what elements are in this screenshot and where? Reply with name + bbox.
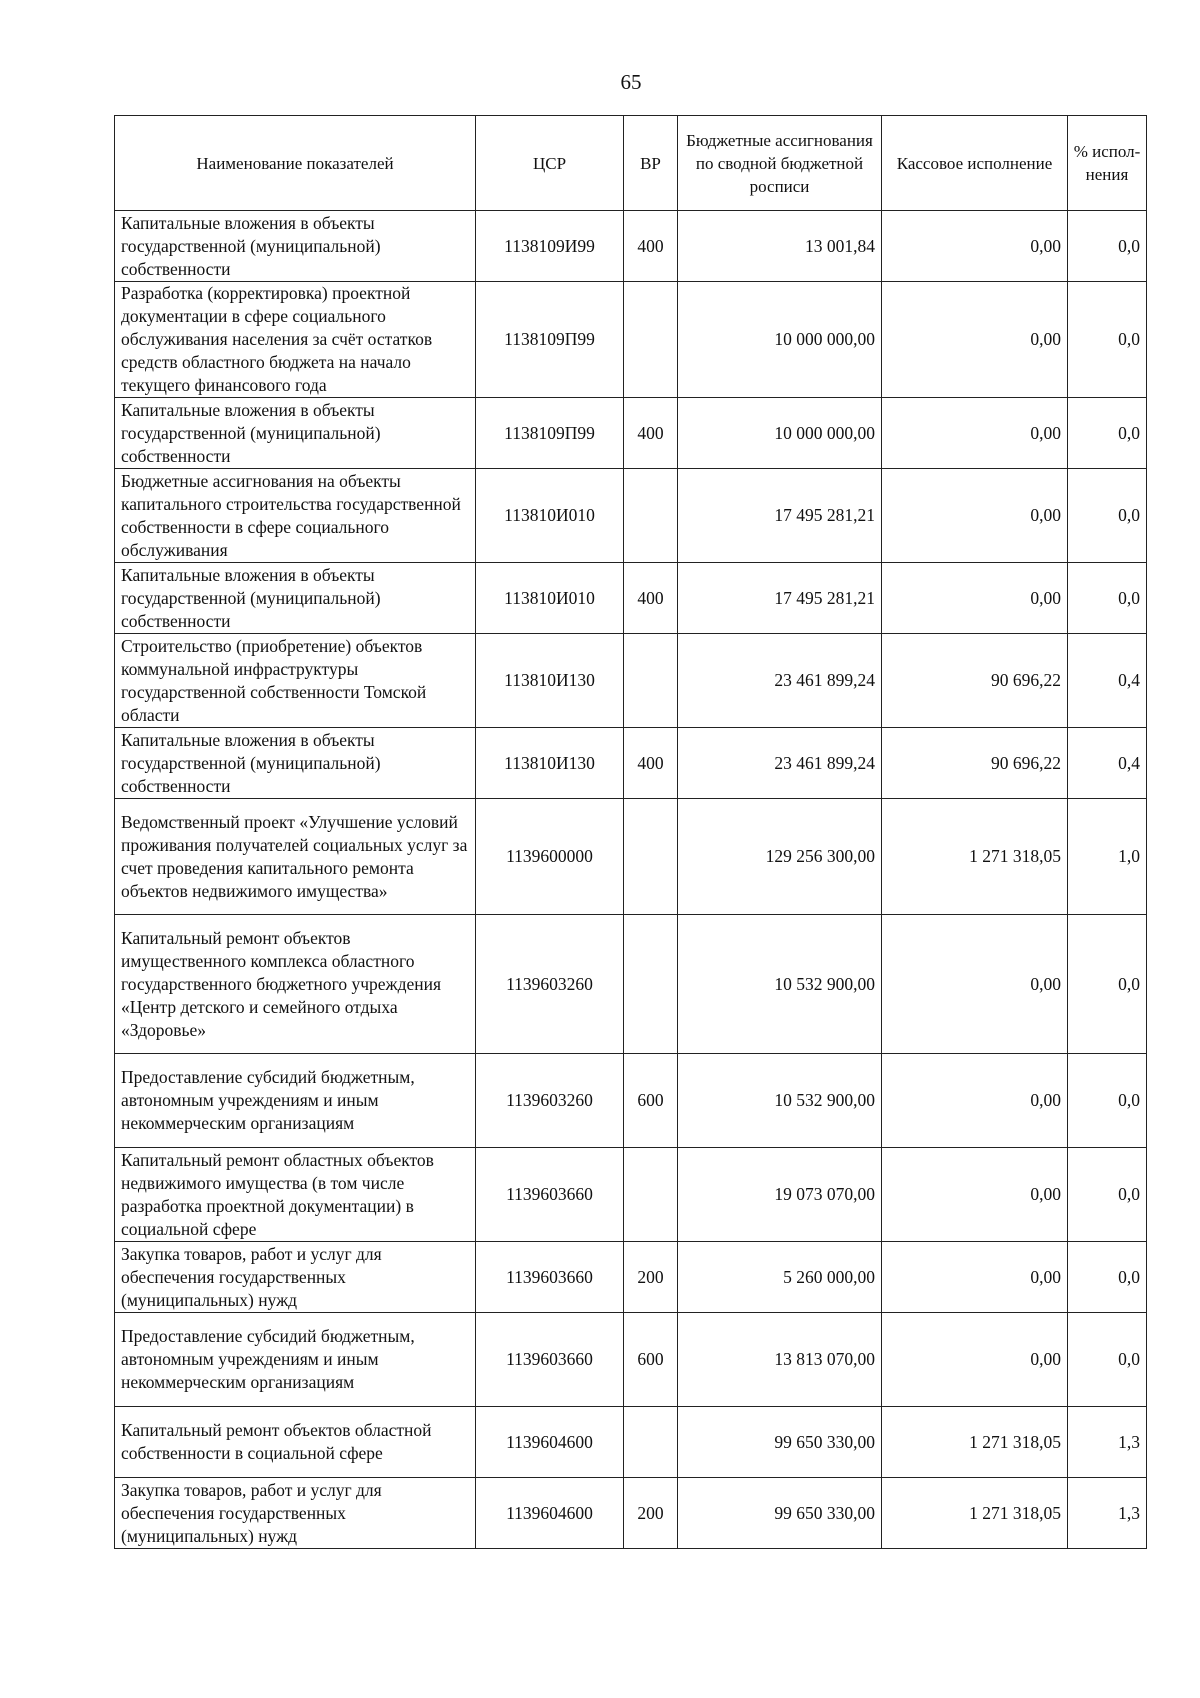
cell-cash: 0,00 — [882, 1242, 1068, 1313]
cell-csr: 1139604600 — [476, 1407, 624, 1478]
cell-cash: 0,00 — [882, 469, 1068, 563]
cell-name: Капитальные вложения в объекты государственной (муниципальной) собственности — [115, 563, 476, 634]
cell-cash: 1 271 318,05 — [882, 1407, 1068, 1478]
cell-percent: 0,0 — [1068, 563, 1147, 634]
cell-vr: 400 — [624, 563, 678, 634]
cell-budget: 17 495 281,21 — [678, 563, 882, 634]
table-header-row — [115, 116, 1147, 211]
cell-csr: 113810И010 — [476, 563, 624, 634]
header-vr: ВР — [624, 116, 678, 211]
cell-percent: 1,3 — [1068, 1407, 1147, 1478]
cell-vr: 400 — [624, 211, 678, 282]
cell-csr: 1139604600 — [476, 1478, 624, 1549]
table-row — [115, 1313, 1147, 1407]
header-budget: Бюджетные ассигнования по сводной бюджетной росписи — [678, 116, 882, 211]
cell-budget: 10 532 900,00 — [678, 915, 882, 1054]
cell-percent: 1,3 — [1068, 1478, 1147, 1549]
cell-csr: 1138109П99 — [476, 282, 624, 398]
cell-csr: 1139603260 — [476, 915, 624, 1054]
cell-vr: 200 — [624, 1242, 678, 1313]
header-name: Наименование показателей — [115, 116, 476, 211]
cell-name: Капитальные вложения в объекты государственной (муниципальной) собственности — [115, 211, 476, 282]
cell-percent: 1,0 — [1068, 799, 1147, 915]
table-row — [115, 563, 1147, 634]
cell-cash: 0,00 — [882, 282, 1068, 398]
table-row — [115, 398, 1147, 469]
table-row — [115, 1242, 1147, 1313]
cell-cash: 0,00 — [882, 1313, 1068, 1407]
header-csr: ЦСР — [476, 116, 624, 211]
cell-vr — [624, 282, 678, 398]
cell-name: Закупка товаров, работ и услуг для обеспечения государственных (муниципальных) нужд — [115, 1478, 476, 1549]
page-number: 65 — [620, 70, 642, 94]
budget-execution-table — [114, 115, 1147, 1549]
cell-name: Капитальный ремонт областных объектов недвижимого имущества (в том числе разработка проектной документации) в социальной сфере — [115, 1148, 476, 1242]
header-cash: Кассовое исполнение — [882, 116, 1068, 211]
cell-name: Строительство (приобретение) объектов коммунальной инфраструктуры государственной собственности Томской области — [115, 634, 476, 728]
cell-vr — [624, 634, 678, 728]
cell-cash: 0,00 — [882, 398, 1068, 469]
cell-name: Предоставление субсидий бюджетным, автономным учреждениям и иным некоммерческим организациям — [115, 1054, 476, 1148]
cell-cash: 0,00 — [882, 563, 1068, 634]
cell-percent: 0,0 — [1068, 469, 1147, 563]
cell-name: Капитальные вложения в объекты государственной (муниципальной) собственности — [115, 398, 476, 469]
cell-cash: 0,00 — [882, 1148, 1068, 1242]
cell-vr: 200 — [624, 1478, 678, 1549]
cell-percent: 0,4 — [1068, 634, 1147, 728]
cell-csr: 1139603660 — [476, 1242, 624, 1313]
cell-budget: 19 073 070,00 — [678, 1148, 882, 1242]
cell-budget: 23 461 899,24 — [678, 728, 882, 799]
cell-cash: 1 271 318,05 — [882, 1478, 1068, 1549]
cell-csr: 1138109П99 — [476, 398, 624, 469]
cell-budget: 10 000 000,00 — [678, 398, 882, 469]
cell-percent: 0,0 — [1068, 398, 1147, 469]
cell-csr: 1139603660 — [476, 1313, 624, 1407]
cell-percent: 0,4 — [1068, 728, 1147, 799]
cell-csr: 1139603660 — [476, 1148, 624, 1242]
cell-vr — [624, 915, 678, 1054]
table-row — [115, 728, 1147, 799]
cell-cash: 1 271 318,05 — [882, 799, 1068, 915]
cell-cash: 90 696,22 — [882, 728, 1068, 799]
cell-csr: 113810И010 — [476, 469, 624, 563]
table-row — [115, 915, 1147, 1054]
cell-budget: 13 813 070,00 — [678, 1313, 882, 1407]
cell-name: Капитальный ремонт объектов областной собственности в социальной сфере — [115, 1407, 476, 1478]
cell-name: Ведомственный проект «Улучшение условий проживания получателей социальных услуг за счет проведения капитального ремонта объектов недвижимого имущества» — [115, 799, 476, 915]
table-row — [115, 469, 1147, 563]
cell-csr: 1139600000 — [476, 799, 624, 915]
cell-vr — [624, 1407, 678, 1478]
cell-percent: 0,0 — [1068, 1054, 1147, 1148]
cell-vr: 600 — [624, 1313, 678, 1407]
cell-cash: 0,00 — [882, 211, 1068, 282]
cell-cash: 0,00 — [882, 915, 1068, 1054]
table-row — [115, 634, 1147, 728]
cell-name: Капитальные вложения в объекты государственной (муниципальной) собственности — [115, 728, 476, 799]
cell-budget: 13 001,84 — [678, 211, 882, 282]
cell-name: Предоставление субсидий бюджетным, автономным учреждениям и иным некоммерческим организациям — [115, 1313, 476, 1407]
cell-csr: 113810И130 — [476, 634, 624, 728]
cell-budget: 129 256 300,00 — [678, 799, 882, 915]
cell-name: Разработка (корректировка) проектной документации в сфере социального обслуживания населения за счёт остатков средств областного бюджета на начало текущего финансового года — [115, 282, 476, 398]
table-row — [115, 1478, 1147, 1549]
cell-budget: 99 650 330,00 — [678, 1478, 882, 1549]
cell-percent: 0,0 — [1068, 915, 1147, 1054]
cell-vr: 400 — [624, 398, 678, 469]
table-row — [115, 1148, 1147, 1242]
cell-cash: 90 696,22 — [882, 634, 1068, 728]
cell-vr: 400 — [624, 728, 678, 799]
cell-csr: 1138109И99 — [476, 211, 624, 282]
table-row — [115, 1407, 1147, 1478]
header-percent: % испол-нения — [1068, 116, 1147, 211]
cell-budget: 10 532 900,00 — [678, 1054, 882, 1148]
table-row — [115, 211, 1147, 282]
cell-vr — [624, 1148, 678, 1242]
cell-vr — [624, 469, 678, 563]
cell-name: Закупка товаров, работ и услуг для обеспечения государственных (муниципальных) нужд — [115, 1242, 476, 1313]
cell-vr: 600 — [624, 1054, 678, 1148]
cell-percent: 0,0 — [1068, 1148, 1147, 1242]
cell-budget: 10 000 000,00 — [678, 282, 882, 398]
table-body — [115, 211, 1147, 1549]
cell-name: Капитальный ремонт объектов имущественного комплекса областного государственного бюджетного учреждения «Центр детского и семейного отдыха «Здоровье» — [115, 915, 476, 1054]
cell-budget: 5 260 000,00 — [678, 1242, 882, 1313]
cell-percent: 0,0 — [1068, 1313, 1147, 1407]
table-row — [115, 799, 1147, 915]
cell-percent: 0,0 — [1068, 282, 1147, 398]
cell-csr: 1139603260 — [476, 1054, 624, 1148]
cell-budget: 99 650 330,00 — [678, 1407, 882, 1478]
cell-percent: 0,0 — [1068, 211, 1147, 282]
cell-csr: 113810И130 — [476, 728, 624, 799]
cell-name: Бюджетные ассигнования на объекты капитального строительства государственной собственности в сфере социального обслуживания — [115, 469, 476, 563]
table-row — [115, 282, 1147, 398]
cell-cash: 0,00 — [882, 1054, 1068, 1148]
cell-percent: 0,0 — [1068, 1242, 1147, 1313]
cell-budget: 17 495 281,21 — [678, 469, 882, 563]
cell-vr — [624, 799, 678, 915]
table-row — [115, 1054, 1147, 1148]
cell-budget: 23 461 899,24 — [678, 634, 882, 728]
